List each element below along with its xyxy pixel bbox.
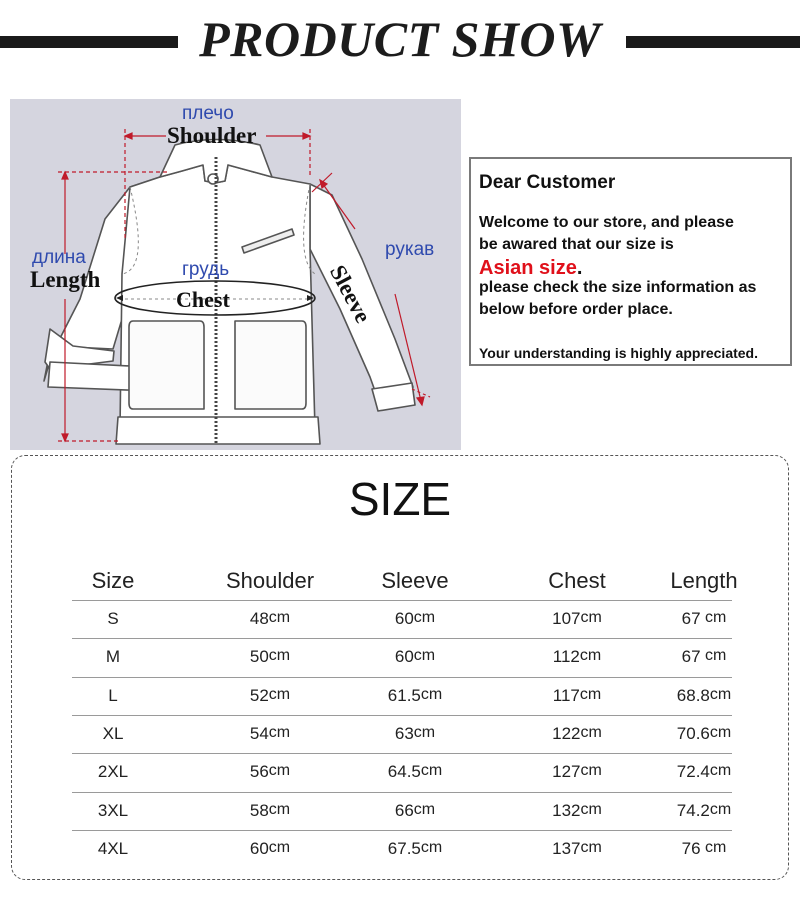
- cell-unit: cm: [268, 723, 291, 741]
- measure-cell: [552, 762, 602, 782]
- cell-value: 132: [552, 800, 581, 820]
- table-divider: [72, 792, 732, 793]
- measure-cell: [677, 801, 731, 821]
- measure-cell: [552, 839, 602, 859]
- cell-value: 48: [249, 609, 269, 628]
- size-cell: [107, 609, 118, 629]
- measure-cell: [250, 724, 290, 744]
- cell-unit: cm: [413, 800, 436, 818]
- cell-unit: cm: [413, 609, 436, 626]
- notice-line-1: Welcome to our store, and please: [479, 214, 734, 231]
- cell-value: 58: [249, 800, 269, 820]
- cell-value: 63: [394, 723, 414, 743]
- measure-cell: [677, 762, 731, 782]
- measure-cell: [250, 839, 290, 859]
- notice-highlight-line: [479, 257, 582, 280]
- notice-line-4: below before order place.: [479, 301, 673, 318]
- cell-unit: cm: [580, 762, 602, 780]
- table-divider: [72, 753, 732, 754]
- cell-value: 60: [394, 609, 414, 628]
- measure-cell: [388, 686, 442, 706]
- page-title: PRODUCT SHOW: [199, 11, 601, 67]
- measure-cell: [395, 801, 435, 821]
- cell-value: 117: [552, 685, 580, 705]
- cell-value: 60: [394, 647, 414, 667]
- cell-value: 50: [249, 647, 269, 667]
- cell-unit: cm: [268, 609, 291, 626]
- cell-value: S: [107, 609, 119, 628]
- measure-cell: [553, 686, 601, 706]
- measure-cell: [553, 647, 601, 667]
- cell-unit: cm: [268, 800, 291, 818]
- cell-value: 107: [552, 609, 581, 628]
- cell-unit: cm: [580, 723, 602, 741]
- table-divider: [72, 600, 732, 601]
- cell-value: 72.4: [676, 762, 710, 782]
- measure-cell: [552, 724, 602, 744]
- cell-unit: cm: [420, 685, 443, 703]
- cell-value: XL: [102, 723, 124, 743]
- highlight-suffix: .: [576, 257, 583, 279]
- measure-cell: [682, 647, 727, 667]
- table-divider: [72, 677, 732, 678]
- notice-footer: Your understanding is highly appreciated.: [479, 345, 759, 361]
- cell-value: 67: [681, 609, 701, 628]
- measure-cell: [682, 609, 727, 629]
- measure-cell: [395, 724, 435, 744]
- cell-unit: cm: [709, 800, 732, 818]
- cell-value: 74.2: [676, 800, 710, 820]
- cell-unit: cm: [579, 685, 602, 703]
- cell-value: 76: [681, 838, 701, 858]
- measure-cell: [388, 762, 442, 782]
- measure-cell: [677, 724, 731, 744]
- measure-cell: [682, 839, 727, 859]
- length-label: Length: [30, 267, 101, 292]
- customer-notice: [469, 157, 792, 366]
- cell-unit: cm: [268, 685, 291, 703]
- cell-value: 4XL: [97, 838, 129, 858]
- cell-unit: cm: [709, 685, 732, 703]
- measure-cell: [250, 762, 290, 782]
- chest-label: Chest: [176, 287, 230, 312]
- size-cell: [98, 839, 128, 859]
- cell-value: 67: [681, 647, 701, 667]
- cell-unit: cm: [268, 838, 291, 856]
- measure-cell: [395, 647, 435, 667]
- size-cell: [106, 647, 120, 667]
- header-chest: Chest: [548, 568, 606, 593]
- cell-value: 68.8: [676, 685, 710, 705]
- cell-value: 70.6: [676, 723, 710, 743]
- cell-value: 52: [249, 685, 269, 705]
- cell-value: 137: [552, 838, 581, 858]
- measure-cell: [552, 609, 602, 629]
- cell-value: 127: [552, 762, 581, 782]
- measure-cell: [388, 839, 442, 859]
- cell-value: L: [108, 685, 118, 705]
- cell-value: 67.5: [387, 838, 421, 858]
- measure-cell: [250, 609, 290, 629]
- measure-cell: [552, 801, 602, 821]
- cell-value: 54: [249, 723, 269, 743]
- cell-value: 112: [552, 647, 580, 667]
- cell-unit: cm: [580, 838, 602, 856]
- notice-line-3: please check the size information as: [479, 279, 757, 296]
- cell-unit: cm: [700, 647, 727, 665]
- cell-value: 56: [249, 762, 269, 782]
- cell-value: 3XL: [97, 800, 129, 820]
- measure-cell: [250, 801, 290, 821]
- chest-label-ru: грудь: [182, 259, 230, 280]
- cell-unit: cm: [709, 723, 732, 741]
- size-cell: [98, 801, 128, 821]
- sleeve-label-ru: рукав: [385, 239, 435, 260]
- measure-cell: [395, 609, 435, 629]
- size-cell: [103, 724, 124, 744]
- cell-unit: cm: [268, 762, 291, 780]
- cell-value: 122: [552, 723, 581, 743]
- cell-unit: cm: [709, 762, 732, 780]
- measure-cell: [250, 686, 290, 706]
- table-divider: [72, 715, 732, 716]
- cell-unit: cm: [413, 723, 436, 741]
- length-label-ru: длина: [32, 247, 86, 268]
- cell-unit: cm: [700, 838, 727, 856]
- cell-value: 60: [249, 838, 269, 858]
- shoulder-label: Shoulder: [167, 123, 257, 148]
- table-divider: [72, 638, 732, 639]
- header-length: Length: [670, 568, 738, 593]
- header-sleeve: Sleeve: [381, 568, 449, 593]
- cell-unit: cm: [580, 609, 602, 626]
- cell-unit: cm: [420, 762, 443, 780]
- cell-value: 2XL: [97, 762, 129, 782]
- shoulder-label-ru: плечо: [182, 103, 234, 124]
- cell-value: 61.5: [387, 685, 421, 705]
- measure-cell: [677, 686, 731, 706]
- cell-unit: cm: [580, 800, 602, 818]
- cell-value: 66: [394, 800, 414, 820]
- cell-unit: cm: [579, 647, 602, 665]
- cell-unit: cm: [413, 647, 436, 665]
- size-cell: [108, 686, 117, 706]
- cell-unit: cm: [700, 609, 727, 626]
- size-cell: [98, 762, 128, 782]
- sleeve-label: Sleeve: [324, 261, 376, 327]
- measure-cell: [250, 647, 290, 667]
- cell-value: 64.5: [387, 762, 421, 782]
- cell-value: M: [105, 647, 121, 667]
- size-chart-title: SIZE: [348, 473, 452, 525]
- header-size: Size: [91, 568, 135, 593]
- cell-unit: cm: [268, 647, 291, 665]
- header-shoulder: Shoulder: [225, 568, 315, 593]
- asian-size-highlight: Asian size: [479, 257, 577, 279]
- measurement-diagram: [10, 99, 461, 450]
- cell-unit: cm: [420, 838, 443, 856]
- table-divider: [72, 830, 732, 831]
- notice-line-2: be awared that our size is: [479, 236, 674, 253]
- notice-title: Dear Customer: [479, 172, 616, 193]
